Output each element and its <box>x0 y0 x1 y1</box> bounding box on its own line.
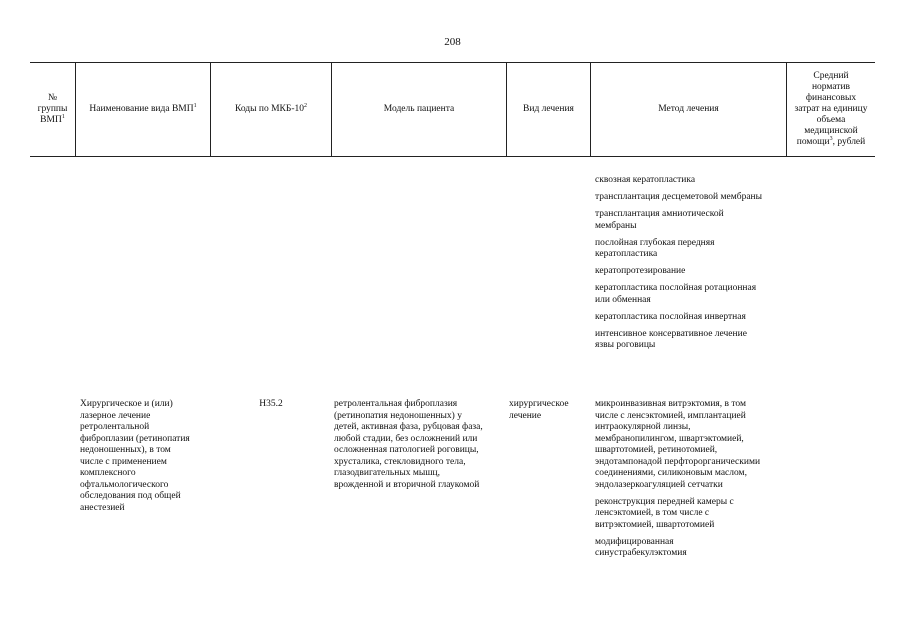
header-group-number-text: № группы ВМП <box>37 92 68 125</box>
method-item: интенсивное консервативное лечение язвы роговицы <box>595 328 747 350</box>
method-item: кератопластика послойная инвертная <box>595 311 746 322</box>
row-vmp-name: Хирургическое и (или) лазерное лечение ретролентальной фиброплазии (ретинопатия недоношенных), в том числе с применением комплексного офтальмологического обследования под общей анестезией <box>80 399 190 513</box>
row-patient-model: ретролентальная фиброплазия (ретинопатия недоношенных) у детей, активная фаза, рубцовая фаза, любой стадии, без осложнений или осложненная патологией роговицы, хрусталика, стекловидного тела, глазодвигательных мышц, врожденной и вторичной глаукомой <box>334 399 483 490</box>
header-cost-standard-text: Средний норматив финансовых затрат на единицу объема медицинской помощи <box>794 70 868 147</box>
footnote-marker: 1 <box>61 113 65 120</box>
method-item: модифицированная синустрабекулэктомия <box>595 536 687 558</box>
row-treatment-type: хирургическое лечение <box>509 399 569 421</box>
continued-method-list <box>595 175 783 357</box>
header-treatment-type <box>507 62 590 156</box>
method-item: сквозная кератопластика <box>595 175 696 185</box>
header-treatment-method-text: Метод лечения <box>658 103 719 114</box>
header-icd-codes-text: Коды по МКБ-10 <box>234 103 305 114</box>
method-item: кератопластика послойная ротационная или обменная <box>595 283 757 305</box>
table-header-bottom-border <box>30 156 875 157</box>
header-cost-standard-unit: , рублей <box>832 136 866 147</box>
method-item: реконструкция передней камеры с ленсэктомией, в том числе с витрэктомией, швартотомией <box>595 496 734 530</box>
row-method-list <box>595 399 783 565</box>
method-item: микроинвазивная витрэктомия, в том числе с ленсэктомией, имплантацией интраокулярной линзы, мембранопилингом, швартэктомией, швартотомией, ретинотомией, эндотампонадой перфторорганическими соединениями, силиконовым маслом, эндолазеркоагуляцией сетчатки <box>595 399 761 490</box>
header-patient-model-text: Модель пациента <box>383 103 455 114</box>
footnote-marker: 1 <box>193 102 197 109</box>
method-item: послойная глубокая передняя кератопластика <box>595 237 715 259</box>
row-icd-code: H35.2 <box>259 399 283 409</box>
method-item: трансплантация амниотической мембраны <box>595 209 724 231</box>
header-cost-standard <box>787 62 875 156</box>
method-item: кератопротезирование <box>595 266 686 276</box>
page-number: 208 <box>444 36 461 48</box>
header-vmp-name-text: Наименование вида ВМП <box>89 103 194 114</box>
header-group-number <box>30 62 75 156</box>
footnote-marker: 2 <box>304 102 308 109</box>
header-treatment-type-text: Вид лечения <box>523 103 574 114</box>
footnote-marker: 3 <box>829 135 833 142</box>
method-item: трансплантация десцеметовой мембраны <box>595 192 763 202</box>
header-vmp-name <box>76 62 210 156</box>
header-icd-codes <box>211 62 331 156</box>
header-treatment-method <box>591 62 786 156</box>
header-patient-model <box>332 62 506 156</box>
